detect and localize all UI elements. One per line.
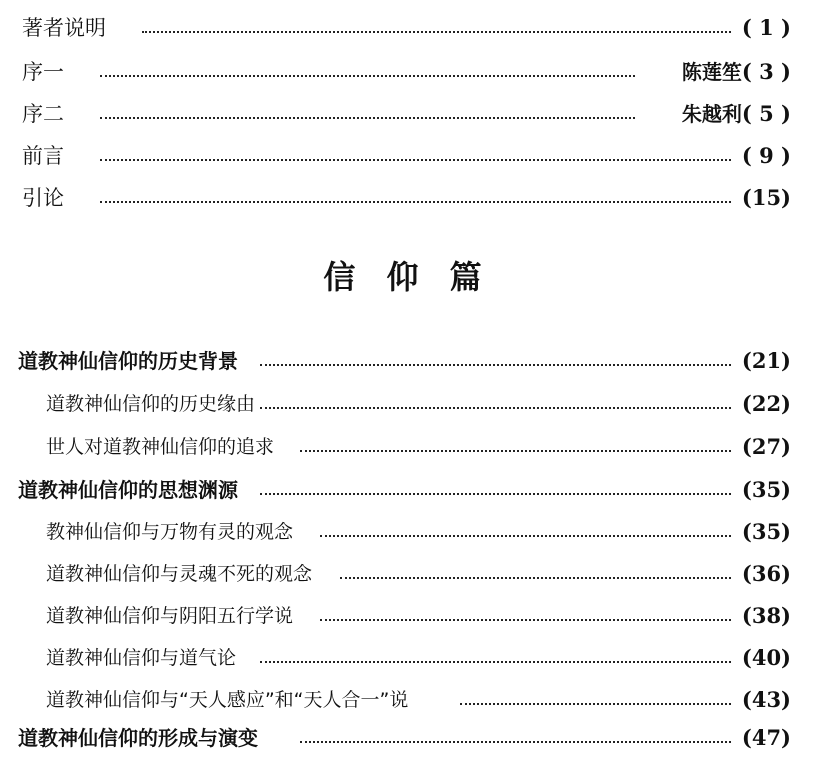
toc-entry-page: (22) [742, 384, 791, 424]
toc-entry-section[interactable] [0, 680, 815, 720]
toc-entry-title: 道教神仙信仰与道气论 [46, 638, 236, 678]
toc-entry-chapter[interactable] [0, 470, 815, 510]
toc-entry-title: 引论 [22, 178, 64, 218]
dot-leader [260, 364, 731, 366]
toc-entry-page: 朱越利( 5 ) [682, 94, 791, 134]
dot-leader [320, 535, 731, 537]
toc-entry-title: 序一 [22, 52, 64, 92]
toc-entry-chapter[interactable] [0, 341, 815, 381]
toc-entry-author: 陈莲笙 [681, 60, 742, 84]
dot-leader [300, 450, 731, 452]
toc-entry-section[interactable] [0, 596, 815, 636]
dot-leader [460, 703, 731, 705]
toc-entry-page: 陈莲笙( 3 ) [682, 52, 791, 92]
toc-entry-page: (40) [742, 638, 791, 678]
toc-entry-title: 教神仙信仰与万物有灵的观念 [46, 512, 293, 552]
toc-entry-page: (27) [742, 427, 791, 467]
toc-entry-section[interactable] [0, 554, 815, 594]
toc-entry-title: 道教神仙信仰的形成与演变 [18, 718, 258, 758]
toc-entry-section[interactable] [0, 427, 815, 467]
toc-entry-chapter[interactable] [0, 718, 815, 758]
dot-leader [260, 661, 731, 663]
toc-entry-page: (21) [742, 341, 791, 381]
toc-entry-front-1[interactable] [0, 8, 815, 48]
dot-leader [340, 577, 731, 579]
toc-entry-title: 道教神仙信仰的历史缘由 [46, 384, 255, 424]
dot-leader [300, 741, 731, 743]
toc-entry-page: ( 1 ) [742, 8, 791, 48]
toc-entry-page: (43) [742, 680, 791, 720]
toc-entry-title: 前言 [22, 136, 64, 176]
toc-entry-title: 著者说明 [22, 8, 106, 48]
toc-entry-front-5[interactable] [0, 178, 815, 218]
dot-leader [100, 117, 635, 119]
toc-entry-section[interactable] [0, 638, 815, 678]
dot-leader [100, 159, 731, 161]
toc-entry-front-3[interactable] [0, 94, 815, 134]
toc-entry-title: 道教神仙信仰的思想渊源 [18, 470, 238, 510]
toc-entry-title: 道教神仙信仰与“天人感应”和“天人合一”说 [46, 680, 408, 720]
toc-entry-title: 道教神仙信仰与阴阳五行学说 [46, 596, 293, 636]
dot-leader [260, 407, 731, 409]
toc-entry-section[interactable] [0, 512, 815, 552]
section-heading: 信 仰 篇 [323, 258, 492, 296]
dot-leader [142, 31, 731, 33]
toc-entry-front-4[interactable] [0, 136, 815, 176]
toc-entry-section[interactable] [0, 384, 815, 424]
toc-entry-page: ( 9 ) [742, 136, 791, 176]
toc-entry-page: (36) [742, 554, 791, 594]
dot-leader [320, 619, 731, 621]
dot-leader [260, 493, 731, 495]
toc-entry-title: 序二 [22, 94, 64, 134]
toc-entry-page: (15) [742, 178, 791, 218]
toc-entry-title: 道教神仙信仰与灵魂不死的观念 [46, 554, 312, 594]
toc-entry-page: (35) [742, 470, 791, 510]
toc-entry-page: (47) [742, 718, 791, 758]
toc-entry-title: 世人对道教神仙信仰的追求 [46, 427, 274, 467]
toc-entry-author: 朱越利 [681, 102, 742, 126]
dot-leader [100, 75, 635, 77]
dot-leader [100, 201, 731, 203]
toc-entry-page: (38) [742, 596, 791, 636]
toc-entry-page: (35) [742, 512, 791, 552]
toc-entry-front-2[interactable] [0, 52, 815, 92]
toc-entry-title: 道教神仙信仰的历史背景 [18, 341, 238, 381]
